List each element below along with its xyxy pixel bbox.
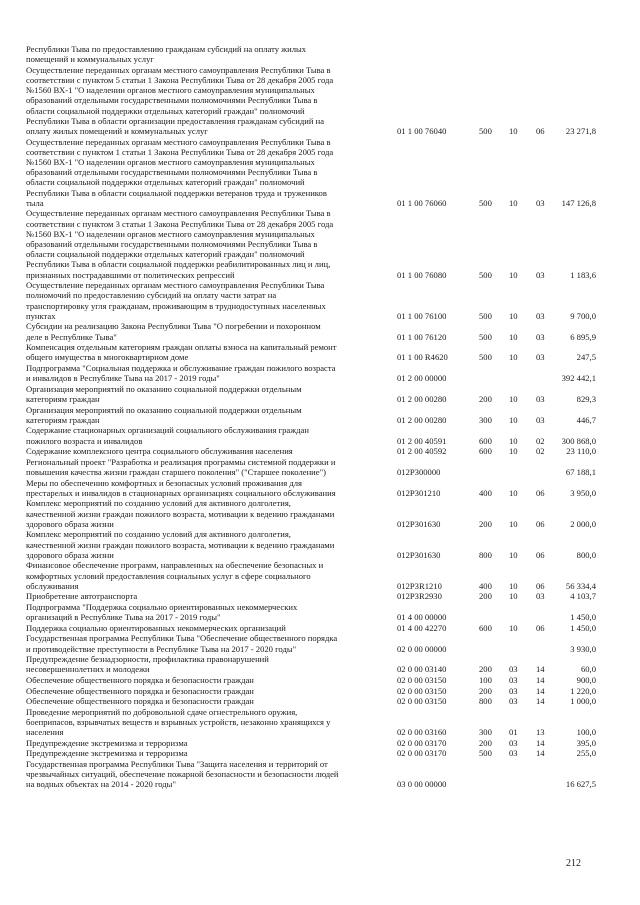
row-code: 02 0 00 03150 [397, 696, 447, 707]
row-code: 02 0 00 03150 [397, 685, 447, 696]
row-amount: 2 000,0 [570, 518, 596, 529]
row-amount: 3 930,0 [570, 643, 596, 654]
row-amount: 800,0 [576, 549, 596, 560]
row-amount: 4 103,7 [570, 591, 596, 602]
row-amount: 1 450,0 [570, 622, 596, 633]
row-subsection: 06 [536, 580, 545, 591]
row-expense-type: 200 [479, 518, 492, 529]
table-row [26, 363, 596, 383]
row-subsection: 06 [536, 487, 545, 498]
row-section: 03 [509, 664, 518, 675]
table-row [26, 137, 596, 208]
row-name: Организация мероприятий по оказанию социальной поддержки отдельным категориям граждан [26, 404, 302, 425]
row-subsection: 06 [536, 622, 545, 633]
row-section: 10 [509, 446, 518, 457]
row-section: 10 [509, 125, 518, 136]
row-subsection: 14 [536, 675, 545, 685]
row-expense-type: 500 [479, 310, 492, 321]
row-section: 03 [509, 675, 518, 685]
row-amount: 446,7 [576, 414, 596, 425]
row-subsection: 03 [536, 591, 545, 602]
row-section: 10 [509, 352, 518, 363]
table-row [26, 748, 596, 758]
row-subsection: 03 [536, 310, 545, 321]
row-code: 01 1 00 76120 [397, 331, 447, 342]
row-section: 10 [509, 591, 518, 602]
row-subsection: 06 [536, 549, 545, 560]
row-code: 012P3R1210 [397, 580, 442, 591]
row-amount: 56 334,4 [565, 580, 596, 591]
row-amount: 6 895,9 [570, 331, 596, 342]
row-subsection: 02 [536, 446, 545, 457]
row-code: 01 1 00 R4620 [397, 352, 448, 363]
row-section: 10 [509, 518, 518, 529]
page-number: 212 [566, 858, 581, 869]
table-row [26, 65, 596, 136]
row-amount: 1 183,6 [570, 269, 596, 280]
row-section: 03 [509, 696, 518, 707]
row-expense-type: 800 [479, 696, 492, 707]
row-name: Обеспечение общественного порядка и безопасности граждан [26, 675, 254, 685]
table-row [26, 654, 596, 674]
row-subsection: 03 [536, 269, 545, 280]
row-code: 02 0 00 03150 [397, 675, 447, 685]
row-amount: 395,0 [576, 737, 596, 748]
row-section: 10 [509, 197, 518, 208]
row-subsection: 03 [536, 197, 545, 208]
row-name: Субсидии на реализацию Закона Республики Тыва "О погребении и похоронном деле в Республике Тыва" [26, 321, 321, 342]
row-expense-type: 800 [479, 549, 492, 560]
row-name: Обеспечение общественного порядка и безопасности граждан [26, 696, 254, 707]
row-expense-type: 500 [479, 352, 492, 363]
row-amount: 829,3 [576, 393, 596, 404]
table-row [26, 738, 596, 748]
table-row [26, 623, 596, 633]
row-code: 02 0 00 03170 [397, 737, 447, 748]
row-code: 02 0 00 03140 [397, 664, 447, 675]
row-code: 01 1 00 76100 [397, 310, 447, 321]
row-section: 03 [509, 748, 518, 759]
row-subsection: 14 [536, 664, 545, 675]
row-name: Осуществление переданных органам местного самоуправления Республики Тыва в соответствии с пунктом 1 статьи 1 Закона Республики Тыва от 28 декабря 2005 года №1560 ВХ-1 "О наделении органов местного самоуправления муниципальных образований отдельными государственными полномочиями Республики Тыва в области социальной поддержки отдельных категорий граждан" полномочий Республики Тыва в области социальной поддержки ветеранов труда и тружеников тыла [26, 136, 334, 208]
row-section: 10 [509, 549, 518, 560]
table-row [26, 280, 596, 321]
row-amount: 3 950,0 [570, 487, 596, 498]
table-row [26, 321, 596, 341]
table-row [26, 602, 596, 622]
row-section: 03 [509, 685, 518, 696]
table-row [26, 425, 596, 445]
row-code: 012P301210 [397, 487, 441, 498]
row-expense-type: 400 [479, 580, 492, 591]
row-expense-type: 500 [479, 197, 492, 208]
row-section: 03 [509, 737, 518, 748]
table-row [26, 529, 596, 560]
row-name: Приобретение автотранспорта [26, 591, 138, 602]
row-name: Обеспечение общественного порядка и безопасности граждан [26, 685, 254, 696]
row-code: 01 2 00 40591 [397, 435, 447, 446]
row-subsection: 03 [536, 393, 545, 404]
row-amount: 23 110,0 [566, 446, 596, 457]
row-name: Государственная программа Республики Тыва "Обеспечение общественного порядка и противодействие преступности в Республике Тыва на 2017 - 2020 годы" [26, 633, 338, 654]
row-name: Меры по обеспечению комфортных и безопасных условий проживания для престарелых и инвалидов в стационарных организациях социального обслуживания [26, 477, 336, 498]
row-section: 10 [509, 487, 518, 498]
row-name: Осуществление переданных органам местного самоуправления Республики Тыва в соответствии с пунктом 5 статьи 1 Закона Республики Тыва от 28 декабря 2005 года №1560 ВХ-1 "О наделении органов местного самоуправления муниципальных образований отдельными государственными полномочиями Республики Тыва в области социальной поддержки отдельных категорий граждан" полномочий Республики Тыва в области организации предоставления гражданам субсидий на оплату жилых помещений и коммунальных услуг [26, 64, 334, 137]
row-name: Осуществление переданных органам местного самоуправления Республики Тыва полномочий по предоставлению субсидий на оплату части затрат на транспортировку угля гражданам, проживающим в труднодоступных населенных пунктах [26, 280, 326, 321]
table-row [26, 759, 596, 790]
row-expense-type: 500 [479, 331, 492, 342]
row-section: 01 [509, 727, 518, 738]
row-code: 012P301630 [397, 518, 441, 529]
row-name: Региональный проект "Разработка и реализация программы системной поддержки и повышения качества жизни граждан старшего поколения" ("Старшее поколение") [26, 456, 336, 477]
row-section: 10 [509, 393, 518, 404]
row-name: Содержание стационарных организаций социального обслуживания граждан пожилого возраста и инвалидов [26, 425, 309, 446]
row-name: Республики Тыва по предоставлению гражданам субсидий на оплату жилых помещений и коммунальных услуг [26, 44, 307, 65]
row-amount: 1 000,0 [570, 696, 596, 707]
row-name: Подпрограмма "Социальная поддержка и обслуживание граждан пожилого возраста и инвалидов в Республике Тыва на 2017 - 2019 годы" [26, 363, 336, 384]
row-expense-type: 200 [479, 685, 492, 696]
row-expense-type: 500 [479, 748, 492, 759]
row-amount: 1 220,0 [570, 685, 596, 696]
row-expense-type: 600 [479, 622, 492, 633]
table-row [26, 208, 596, 279]
row-subsection: 14 [536, 696, 545, 707]
row-amount: 1 450,0 [570, 612, 596, 623]
row-section: 10 [509, 580, 518, 591]
row-expense-type: 500 [479, 269, 492, 280]
table-row [26, 560, 596, 591]
table-row [26, 457, 596, 477]
row-code: 01 1 00 76040 [397, 125, 447, 136]
row-section: 10 [509, 331, 518, 342]
row-expense-type: 300 [479, 414, 492, 425]
row-expense-type: 200 [479, 393, 492, 404]
row-subsection: 03 [536, 414, 545, 425]
row-expense-type: 300 [479, 727, 492, 738]
row-amount: 392 442,1 [561, 373, 596, 384]
row-amount: 16 627,5 [565, 779, 596, 790]
table-row [26, 478, 596, 498]
row-amount: 900,0 [576, 675, 596, 685]
table-row [26, 446, 596, 456]
row-subsection: 06 [536, 125, 545, 136]
row-code: 01 2 00 00280 [397, 393, 447, 404]
row-subsection: 14 [536, 748, 545, 759]
row-amount: 60,0 [580, 664, 596, 675]
row-code: 012P3R2930 [397, 591, 442, 602]
row-code: 01 2 00 00280 [397, 414, 447, 425]
row-name: Подпрограмма "Поддержка социально ориентированных некоммерческих организаций в Республике Тыва на 2017 - 2019 годы" [26, 602, 298, 623]
row-name: Содержание комплексного центра социального обслуживания населения [26, 446, 293, 457]
row-code: 03 0 00 00000 [397, 779, 447, 790]
row-subsection: 06 [536, 518, 545, 529]
row-expense-type: 100 [479, 675, 492, 685]
row-code: 01 2 00 40592 [397, 446, 447, 457]
row-subsection: 13 [536, 727, 545, 738]
table-row [26, 686, 596, 696]
row-section: 10 [509, 622, 518, 633]
row-code: 02 0 00 03160 [397, 727, 447, 738]
row-name: Осуществление переданных органам местного самоуправления Республики Тыва в соответствии с пунктом 3 статьи 1 Закона Республики Тыва от 28 декабря 2005 года №1560 ВХ-1 "О наделении органов местного самоуправления муниципальных образований отдельными государственными полномочиями Республики Тыва в области социальной поддержки отдельных категорий граждан" полномочий Республики Тыва в области социальной поддержки реабилитированных лиц и лиц, признанных пострадавшими от политических репрессий [26, 208, 334, 280]
table-row [26, 707, 596, 738]
table-row [26, 498, 596, 529]
table-row [26, 591, 596, 601]
row-code: 012P301630 [397, 549, 441, 560]
row-name: Комплекс мероприятий по созданию условий для активного долголетия, качественной жизни граждан пожилого возраста, мотивации к ведению гражданами здорового образа жизни [26, 529, 335, 560]
row-amount: 247,5 [576, 352, 596, 363]
row-name: Государственная программа Республики Тыва "Защита населения и территорий от чрезвычайных ситуаций, обеспечение пожарной безопасности и безопасности людей на водных объектах на 2014 - 2020 годы" [26, 759, 339, 790]
table-row [26, 675, 596, 685]
row-code: 012P300000 [397, 466, 441, 477]
row-amount: 9 700,0 [570, 310, 596, 321]
row-section: 10 [509, 310, 518, 321]
row-section: 10 [509, 435, 518, 446]
row-name: Компенсация отдельным категориям граждан оплаты взноса на капитальный ремонт общего имущества в многоквартирном доме [26, 342, 337, 363]
row-expense-type: 200 [479, 664, 492, 675]
row-amount: 300 868,0 [561, 435, 596, 446]
row-section: 10 [509, 269, 518, 280]
table-row [26, 405, 596, 425]
row-subsection: 14 [536, 685, 545, 696]
row-amount: 147 126,8 [561, 197, 596, 208]
row-subsection: 02 [536, 435, 545, 446]
row-name: Предупреждение безнадзорности, профилактика правонарушений несовершеннолетних и молодежи [26, 654, 269, 675]
row-expense-type: 200 [479, 737, 492, 748]
row-code: 01 4 00 00000 [397, 612, 447, 623]
row-expense-type: 600 [479, 446, 492, 457]
table-row [26, 696, 596, 706]
row-amount: 23 271,8 [565, 125, 596, 136]
row-amount: 67 188,1 [565, 466, 596, 477]
table-row [26, 44, 596, 64]
row-expense-type: 400 [479, 487, 492, 498]
row-name: Проведение мероприятий по добровольной сдаче огнестрельного оружия, боеприпасов, взрывчатых веществ и взрывных устройств, незаконно хранящихся у населения [26, 706, 331, 738]
table-row [26, 633, 596, 653]
table-row [26, 342, 596, 362]
row-name: Комплекс мероприятий по созданию условий для активного долголетия, качественной жизни граждан пожилого возраста, мотивации к ведению гражданами здорового образа жизни [26, 498, 335, 529]
row-code: 02 0 00 00000 [397, 643, 447, 654]
row-name: Финансовое обеспечение программ, направленных на обеспечение безопасных и комфортных условий предоставления социальных услуг в сфере социального обслуживания [26, 560, 324, 591]
row-code: 01 4 00 42270 [397, 622, 447, 633]
row-subsection: 03 [536, 331, 545, 342]
row-code: 02 0 00 03170 [397, 748, 447, 759]
row-name: Предупреждение экстремизма и терроризма [26, 737, 188, 748]
row-subsection: 03 [536, 352, 545, 363]
row-section: 10 [509, 414, 518, 425]
row-expense-type: 600 [479, 435, 492, 446]
row-name: Организация мероприятий по оказанию социальной поддержки отдельным категориям граждан [26, 383, 302, 404]
row-code: 01 2 00 00000 [397, 373, 447, 384]
row-name: Поддержка социально ориентированных некоммерческих организаций [26, 622, 286, 633]
row-code: 01 1 00 76080 [397, 269, 447, 280]
row-amount: 255,0 [576, 748, 596, 759]
row-expense-type: 200 [479, 591, 492, 602]
table-row [26, 384, 596, 404]
row-code: 01 1 00 76060 [397, 197, 447, 208]
row-expense-type: 500 [479, 125, 492, 136]
row-amount: 100,0 [576, 727, 596, 738]
row-subsection: 14 [536, 737, 545, 748]
row-name: Предупреждение экстремизма и терроризма [26, 748, 188, 759]
